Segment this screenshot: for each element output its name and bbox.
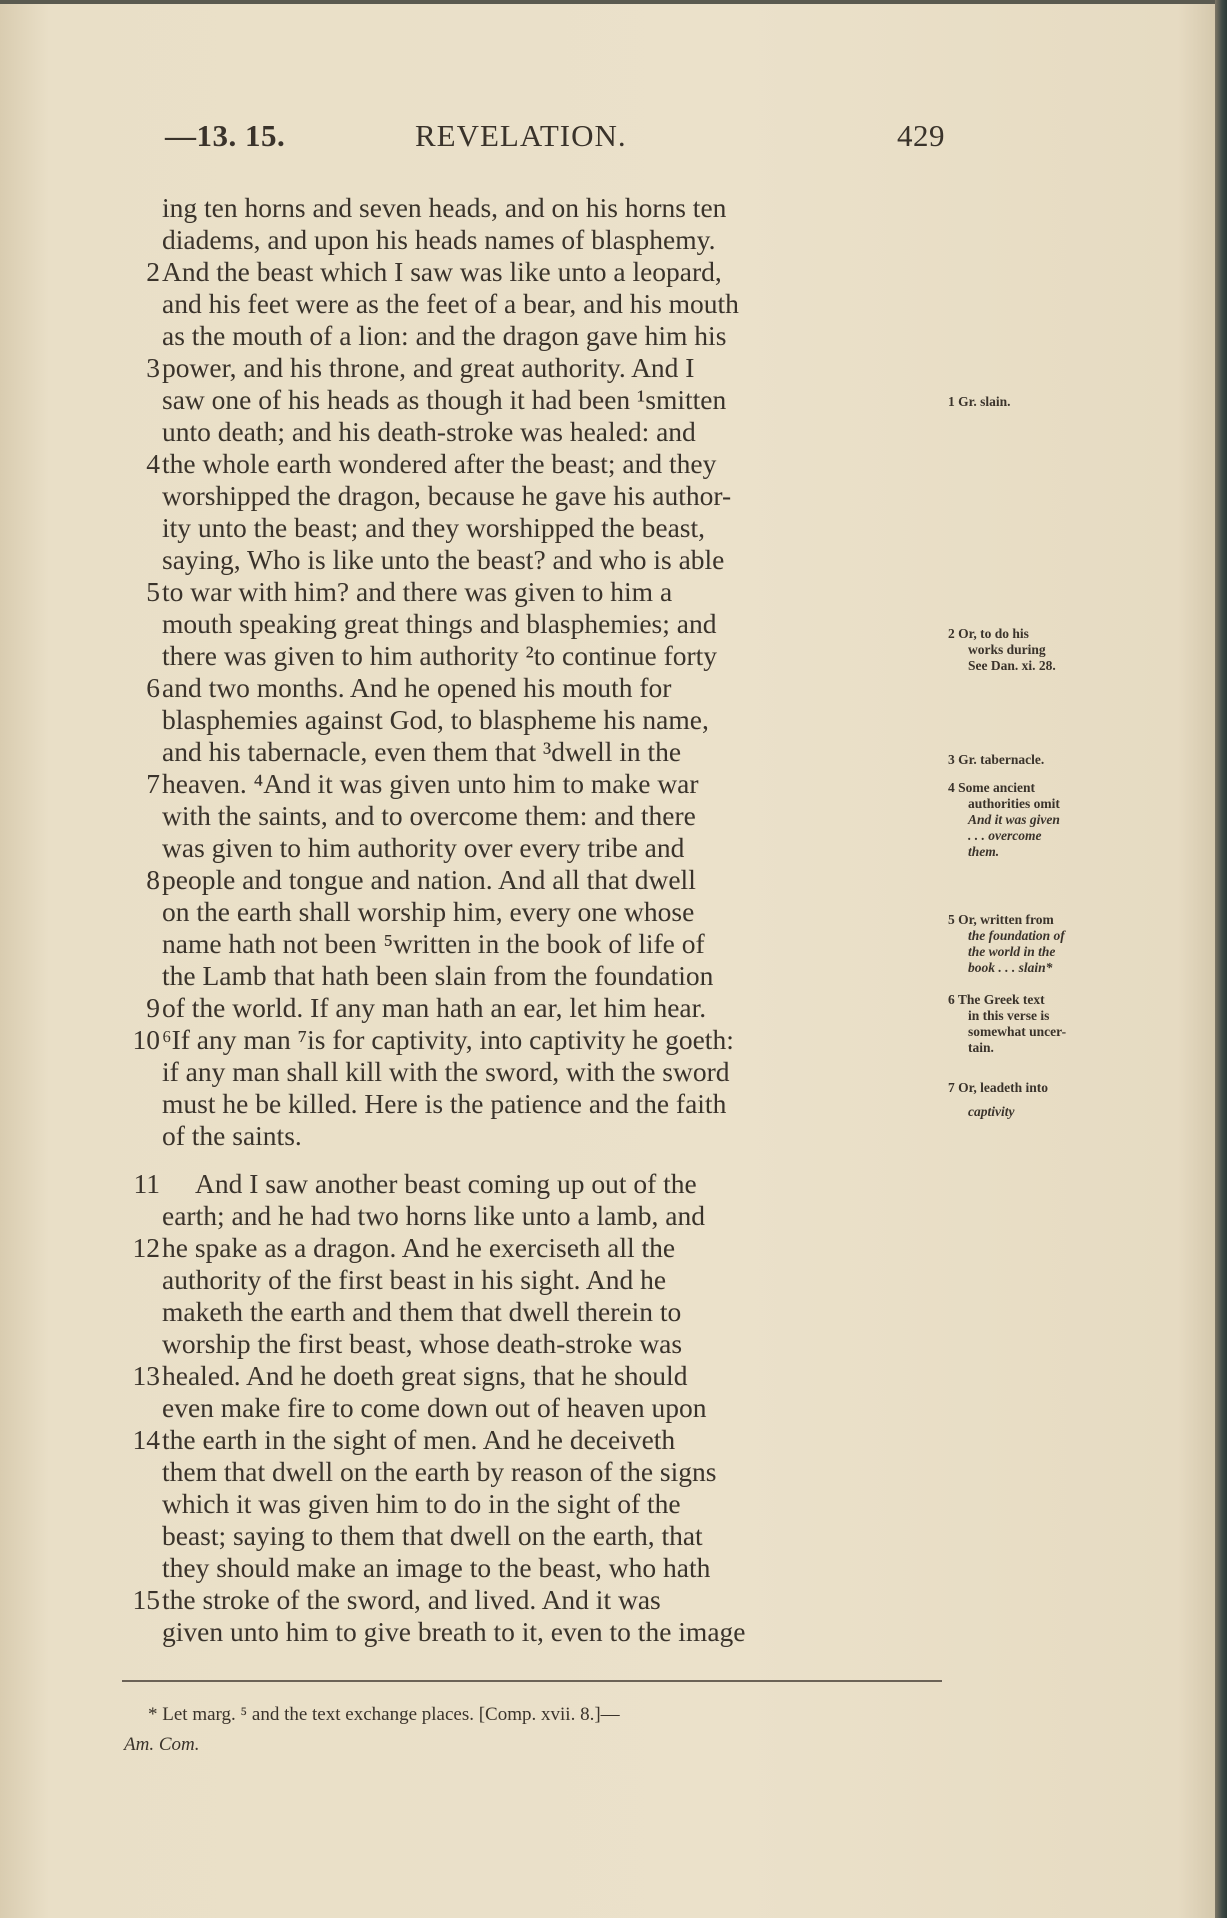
margin-note: 4 Some ancient	[948, 780, 1035, 795]
chapter-verse-reference: —13. 15.	[165, 118, 286, 153]
margin-note: book . . . slain*	[968, 960, 1053, 975]
text-line: saw one of his heads as though it had been ¹smitten	[162, 384, 727, 415]
verse-number: 9	[146, 992, 160, 1023]
text-line: on the earth shall worship him, every one whose	[162, 896, 695, 927]
text-line: And I saw another beast coming up out of the	[195, 1168, 697, 1199]
verse-number: 10	[132, 1024, 160, 1055]
verse-number: 2	[146, 256, 160, 287]
margin-note: works during	[968, 642, 1046, 657]
running-header	[165, 118, 945, 158]
book-title: REVELATION.	[415, 118, 627, 153]
text-line: diadems, and upon his heads names of blasphemy.	[162, 224, 716, 255]
margin-note: the foundation of	[968, 928, 1065, 943]
text-line: the Lamb that hath been slain from the foundation	[162, 960, 714, 991]
text-line: worshipped the dragon, because he gave his author-	[162, 480, 732, 511]
verse-number: 13	[132, 1360, 160, 1391]
book-binding-edge	[1215, 0, 1227, 1918]
margin-note: the world in the	[968, 944, 1056, 959]
text-line: heaven. ⁴And it was given unto him to make war	[162, 768, 699, 799]
text-line: name hath not been ⁵written in the book of life of	[162, 928, 705, 959]
text-line: healed. And he doeth great signs, that he should	[162, 1360, 688, 1391]
margin-note: 1 Gr. slain.	[948, 394, 1011, 409]
text-line: there was given to him authority ²to continue forty	[162, 640, 718, 671]
text-line: they should make an image to the beast, who hath	[162, 1552, 711, 1583]
margin-note: somewhat uncer-	[968, 1024, 1067, 1039]
text-line: power, and his throne, and great authority. And I	[162, 352, 695, 383]
text-line: saying, Who is like unto the beast? and who is able	[162, 544, 725, 575]
text-line: unto death; and his death-stroke was healed: and	[162, 416, 696, 447]
margin-note: 2 Or, to do his	[948, 626, 1029, 641]
text-line: authority of the first beast in his sight. And he	[162, 1264, 667, 1295]
text-line: given unto him to give breath to it, even to the image	[162, 1616, 746, 1647]
verse-number: 5	[146, 576, 160, 607]
page-top-edge	[0, 0, 1227, 4]
margin-note: tain.	[968, 1040, 994, 1055]
text-line: ity unto the beast; and they worshipped the beast,	[162, 512, 706, 543]
text-line: even make fire to come down out of heaven upon	[162, 1392, 707, 1423]
margin-note: in this verse is	[968, 1008, 1050, 1023]
text-line: must he be killed. Here is the patience and the faith	[162, 1088, 727, 1119]
verse-number: 6	[146, 672, 160, 703]
text-line: and his tabernacle, even them that ³dwell in the	[162, 736, 682, 767]
text-line: he spake as a dragon. And he exerciseth all the	[162, 1232, 676, 1263]
text-line: and two months. And he opened his mouth for	[162, 672, 672, 703]
verse-number: 14	[132, 1424, 160, 1455]
text-line: of the saints.	[162, 1120, 302, 1151]
verse-number: 15	[132, 1584, 160, 1615]
page-number: 429	[897, 118, 945, 153]
verse-number: 3	[146, 352, 160, 383]
text-line: the whole earth wondered after the beast; and they	[162, 448, 717, 479]
text-line: people and tongue and nation. And all that dwell	[162, 864, 696, 895]
margin-note: them.	[968, 844, 1000, 859]
margin-note: 5 Or, written from	[948, 912, 1054, 927]
text-line: the stroke of the sword, and lived. And it was	[162, 1584, 661, 1615]
text-line: them that dwell on the earth by reason of the signs	[162, 1456, 717, 1487]
text-line: maketh the earth and them that dwell therein to	[162, 1296, 682, 1327]
footnote-line: Am. Com.	[124, 1734, 200, 1755]
verse-number: 12	[132, 1232, 160, 1263]
text-line: as the mouth of a lion: and the dragon gave him his	[162, 320, 727, 351]
margin-note: See Dan. xi. 28.	[968, 658, 1056, 673]
text-line: blasphemies against God, to blaspheme his name,	[162, 704, 709, 735]
text-line: earth; and he had two horns like unto a lamb, and	[162, 1200, 705, 1231]
text-line: worship the first beast, whose death-stroke was	[162, 1328, 683, 1359]
verse-number: 7	[146, 768, 160, 799]
footnote-divider	[122, 1680, 942, 1682]
margin-note: captivity	[968, 1104, 1015, 1119]
text-line: ⁶If any man ⁷is for captivity, into captivity he goeth:	[162, 1024, 734, 1055]
text-line: if any man shall kill with the sword, with the sword	[162, 1056, 730, 1087]
text-line: was given to him authority over every tribe and	[162, 832, 685, 863]
margin-note: authorities omit	[968, 796, 1060, 811]
footnote-line: * Let marg. ⁵ and the text exchange places. [Comp. xvii. 8.]—	[148, 1704, 620, 1725]
text-line: with the saints, and to overcome them: and there	[162, 800, 696, 831]
verse-number: 8	[146, 864, 160, 895]
text-line: and his feet were as the feet of a bear, and his mouth	[162, 288, 739, 319]
margin-note: 7 Or, leadeth into	[948, 1080, 1049, 1095]
text-line: the earth in the sight of men. And he deceiveth	[162, 1424, 676, 1455]
verse-number: 11	[133, 1168, 160, 1199]
text-line: to war with him? and there was given to him a	[162, 576, 673, 607]
text-line: And the beast which I saw was like unto a leopard,	[162, 256, 722, 287]
text-line: mouth speaking great things and blasphemies; and	[162, 608, 717, 639]
text-line: which it was given him to do in the sight of the	[162, 1488, 681, 1519]
text-line: ing ten horns and seven heads, and on his horns ten	[162, 192, 727, 223]
margin-note: 3 Gr. tabernacle.	[948, 752, 1045, 767]
footnote	[124, 1700, 948, 1760]
text-line: beast; saying to them that dwell on the earth, that	[162, 1520, 703, 1551]
margin-note: . . . overcome	[968, 828, 1042, 843]
text-line: of the world. If any man hath an ear, let him hear.	[162, 992, 707, 1023]
verse-number: 4	[146, 448, 160, 479]
margin-note: And it was given	[968, 812, 1060, 827]
margin-note: 6 The Greek text	[948, 992, 1045, 1007]
